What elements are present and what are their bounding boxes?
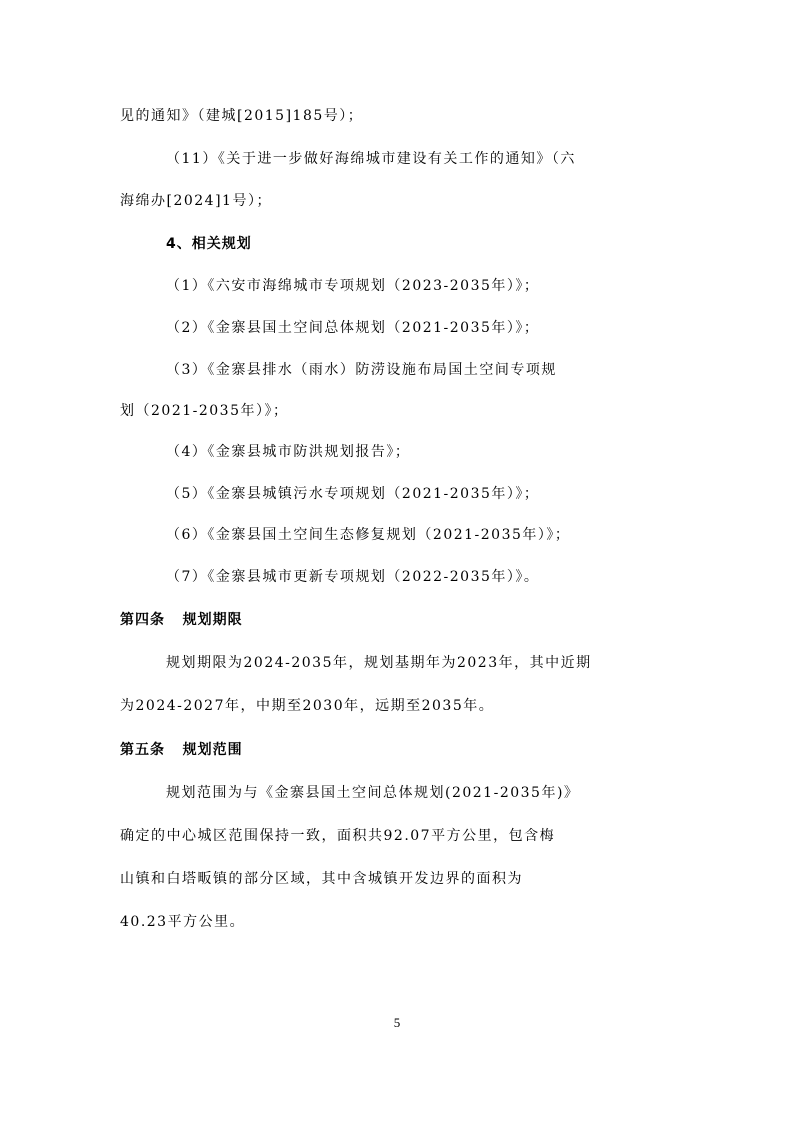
article-heading: 第四条 规划期限: [120, 612, 243, 628]
list-item: （3）《金寨县排水（雨水）防涝设施布局国土空间专项规: [166, 362, 557, 378]
list-item: （1）《六安市海绵城市专项规划（2023-2035年）》；: [166, 278, 540, 294]
list-item: （4）《金寨县城市防洪规划报告》；: [166, 444, 411, 460]
text-line: 山镇和白塔畈镇的部分区域，其中含城镇开发边界的面积为: [120, 871, 523, 887]
text-line: 规划期限为2024-2035年，规划基期年为2023年，其中近期: [166, 655, 592, 671]
text-line: 确定的中心城区范围保持一致，面积共92.07平方公里，包含梅: [120, 828, 556, 844]
article-heading: 第五条 规划范围: [120, 742, 243, 758]
list-item: （7）《金寨县城市更新专项规划（2022-2035年）》。: [166, 569, 540, 585]
page-number: 5: [393, 1015, 401, 1030]
text-line: 为2024-2027年，中期至2030年，远期至2035年。: [120, 698, 495, 714]
text-line: 40.23平方公里。: [120, 914, 246, 930]
text-line: 海绵办[2024]1号）；: [120, 193, 272, 209]
text-line: 划（2021-2035年）》；: [120, 403, 289, 419]
list-item: （5）《金寨县城镇污水专项规划（2021-2035年）》；: [166, 486, 540, 502]
section-heading: 4、相关规划: [166, 236, 252, 252]
list-item: （6）《金寨县国土空间生态修复规划（2021-2035年）》；: [166, 527, 571, 543]
text-line: 见的通知》（建城[2015]185号）；: [120, 108, 364, 124]
text-line: （11）《关于进一步做好海绵城市建设有关工作的通知》（六: [166, 151, 576, 167]
list-item: （2）《金寨县国土空间总体规划（2021-2035年）》；: [166, 320, 540, 336]
text-line: 规划范围为与《金寨县国土空间总体规划(2021-2035年)》: [166, 785, 580, 801]
